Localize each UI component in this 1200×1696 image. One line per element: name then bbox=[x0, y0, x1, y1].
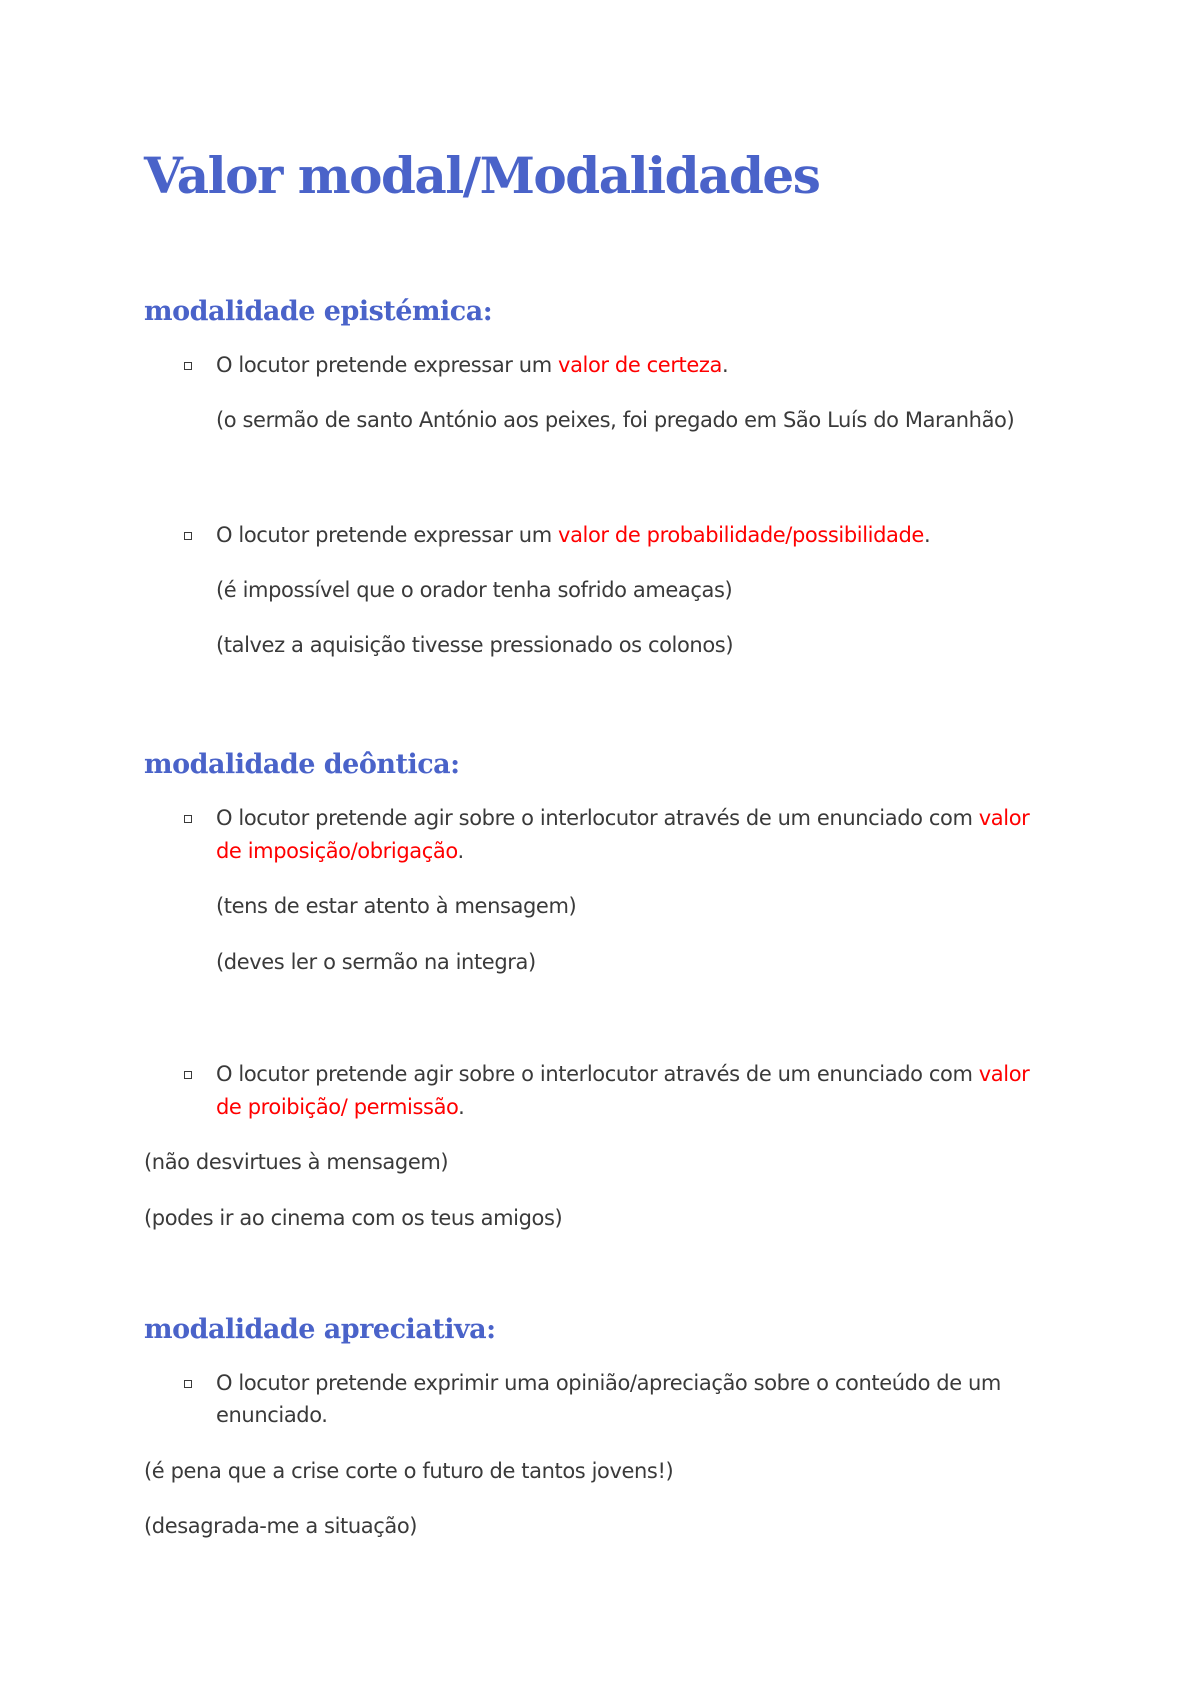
example-text: (desagrada-me a situação) bbox=[144, 1514, 418, 1538]
bullet-text: O locutor pretende expressar um valor de probabilidade/possibilidade. bbox=[216, 523, 931, 547]
bullet-text: de imposição/obrigação. bbox=[216, 839, 464, 863]
highlight-text: de proibição/ permissão bbox=[216, 1095, 459, 1119]
example-text: (é impossível que o orador tenha sofrido ameaças) bbox=[216, 578, 733, 602]
example-text: (talvez a aquisição tivesse pressionado os colonos) bbox=[216, 633, 734, 657]
bullet-square-icon bbox=[184, 1380, 192, 1388]
example-text: (é pena que a crise corte o futuro de tantos jovens!) bbox=[144, 1459, 674, 1483]
example-text: (tens de estar atento à mensagem) bbox=[216, 894, 577, 918]
highlight-text: valor de probabilidade/possibilidade bbox=[558, 523, 924, 547]
bullet-text: O locutor pretende agir sobre o interlocutor através de um enunciado com valor bbox=[216, 1062, 1030, 1086]
bullet-text: de proibição/ permissão. bbox=[216, 1095, 465, 1119]
example-text: (podes ir ao cinema com os teus amigos) bbox=[144, 1206, 563, 1230]
section-heading-epistemica: modalidade epistémica: bbox=[144, 296, 493, 327]
bullet-square-icon bbox=[184, 532, 192, 540]
bullet-text: O locutor pretende expressar um valor de certeza. bbox=[216, 353, 729, 377]
page-title: Valor modal/Modalidades bbox=[144, 146, 820, 205]
bullet-text: enunciado. bbox=[216, 1403, 328, 1427]
bullet-square-icon bbox=[184, 815, 192, 823]
example-text: (não desvirtues à mensagem) bbox=[144, 1150, 449, 1174]
highlight-text: de imposição/obrigação bbox=[216, 839, 458, 863]
highlight-text: valor de certeza bbox=[558, 353, 723, 377]
bullet-text: O locutor pretende agir sobre o interlocutor através de um enunciado com valor bbox=[216, 806, 1030, 830]
bullet-square-icon bbox=[184, 362, 192, 370]
section-heading-apreciativa: modalidade apreciativa: bbox=[144, 1314, 496, 1345]
highlight-text: valor bbox=[978, 806, 1030, 830]
example-text: (deves ler o sermão na integra) bbox=[216, 950, 536, 974]
section-heading-deontica: modalidade deôntica: bbox=[144, 749, 460, 780]
bullet-text: O locutor pretende exprimir uma opinião/apreciação sobre o conteúdo de um bbox=[216, 1371, 1001, 1395]
highlight-text: valor bbox=[978, 1062, 1030, 1086]
example-text: (o sermão de santo António aos peixes, foi pregado em São Luís do Maranhão) bbox=[216, 408, 1015, 432]
bullet-square-icon bbox=[184, 1071, 192, 1079]
